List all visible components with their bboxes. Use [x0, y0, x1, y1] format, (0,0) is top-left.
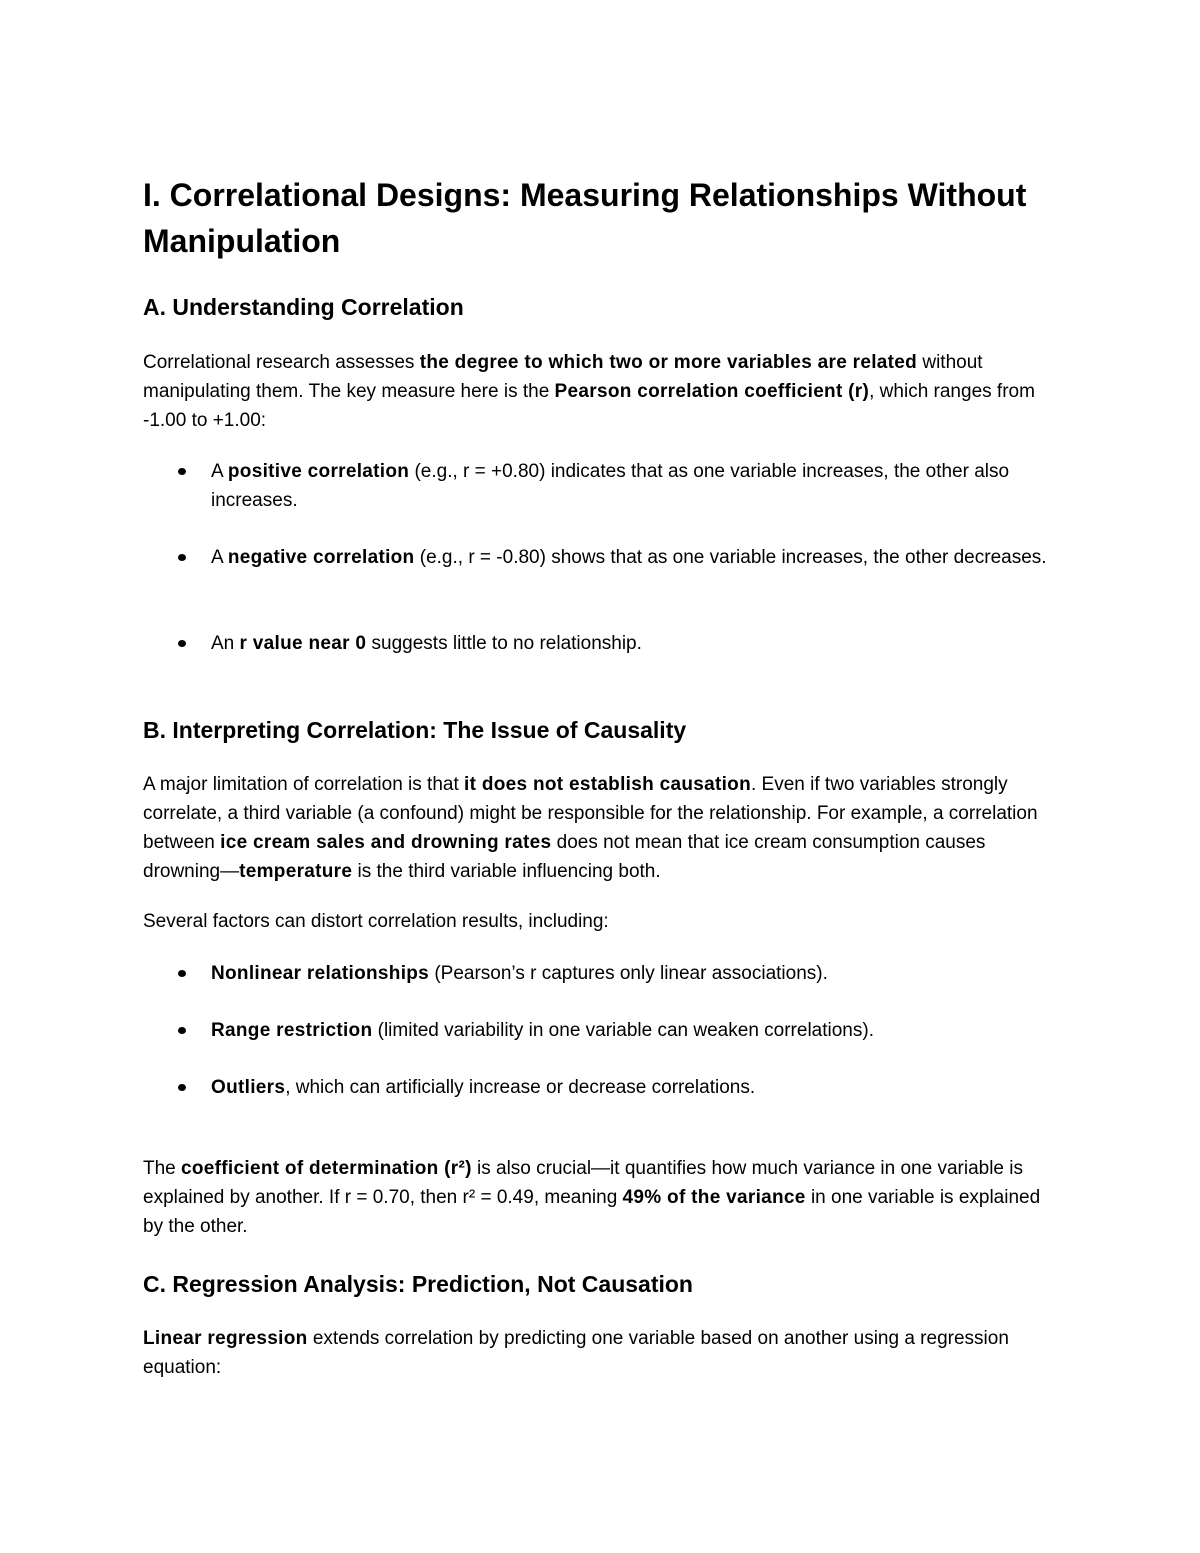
bullet-icon [178, 970, 186, 977]
bullet-icon [178, 1027, 186, 1034]
bullet-icon [178, 554, 186, 561]
bullet-bold: positive correlation [227, 461, 410, 482]
bullet-post: (limited variability in one variable can weaken correlations). [372, 1020, 874, 1041]
section-b-paragraph-3 [143, 1154, 1063, 1241]
bullet-post: (Pearson’s r captures only linear associations). [429, 963, 828, 984]
bullet-bold: Outliers [211, 1077, 286, 1098]
section-c-heading: C. Regression Analysis: Prediction, Not Causation [143, 1271, 693, 1297]
para-text: The [143, 1158, 182, 1179]
bullet-pre: A [211, 547, 228, 568]
list-item [211, 1016, 1061, 1045]
document-title: I. Correlational Designs: Measuring Relationships Without Manipulation [143, 177, 1027, 259]
bullet-icon [178, 640, 186, 647]
bullet-bold: negative correlation [227, 547, 415, 568]
intro-text-2: without manipulating them. The key measure here is the [143, 352, 983, 402]
bullet-icon [178, 468, 186, 475]
section-b-paragraph-2: Several factors can distort correlation results, including: [143, 911, 609, 932]
bullet-post: (e.g., r = -0.80) shows that as one variable increases, the other decreases. [414, 547, 1047, 568]
para-text: is the third variable influencing both. [352, 861, 661, 882]
list-item [211, 1073, 1061, 1102]
bullet-pre: A [211, 461, 228, 482]
para-bold: it does not establish causation [464, 774, 751, 795]
section-a-intro [143, 348, 1063, 435]
intro-bold-2: Pearson correlation coefficient (r) [554, 381, 870, 402]
bullet-icon [178, 1084, 186, 1091]
para-text: . Even if two variables strongly correlate, a third variable (a confound) might be responsible for the relationship. For example, a correlation between [143, 774, 1038, 853]
bullet-bold: r value near 0 [239, 633, 367, 654]
bullet-bold: Range restriction [211, 1020, 373, 1041]
para-text: is also crucial—it quantifies how much variance in one variable is explained by another. If r = 0.70, then r² = 0.49, meaning [143, 1158, 1023, 1208]
section-a-heading: A. Understanding Correlation [143, 294, 464, 320]
section-c-paragraph-1 [143, 1324, 1063, 1382]
section-b-heading: B. Interpreting Correlation: The Issue of Causality [143, 717, 687, 743]
para-bold: Linear regression [143, 1328, 308, 1349]
bullet-pre: An [211, 633, 240, 654]
section-b-paragraph-1 [143, 770, 1063, 886]
list-item [211, 543, 1061, 572]
para-bold: 49% of the variance [622, 1187, 806, 1208]
para-bold: coefficient of determination (r²) [181, 1158, 472, 1179]
para-text: extends correlation by predicting one variable based on another using a regression equation: [143, 1328, 1009, 1378]
intro-text-3: , which ranges from -1.00 to +1.00: [143, 381, 1035, 431]
para-text: does not mean that ice cream consumption causes drowning— [143, 832, 986, 882]
list-item [211, 959, 1061, 988]
para-text: in one variable is explained by the other. [143, 1187, 1041, 1237]
intro-bold-1: the degree to which two or more variables are related [419, 352, 918, 373]
bullet-post: (e.g., r = +0.80) indicates that as one variable increases, the other also increases. [211, 461, 1010, 511]
para-bold: ice cream sales and drowning rates [220, 832, 552, 853]
intro-text-1: Correlational research assesses [143, 352, 420, 373]
para-text: A major limitation of correlation is that [143, 774, 465, 795]
list-item [211, 457, 1061, 515]
list-item [211, 629, 1061, 658]
bullet-bold: Nonlinear relationships [211, 963, 430, 984]
para-bold: temperature [239, 861, 353, 882]
bullet-post: suggests little to no relationship. [366, 633, 642, 654]
bullet-post: , which can artificially increase or decrease correlations. [285, 1077, 756, 1098]
